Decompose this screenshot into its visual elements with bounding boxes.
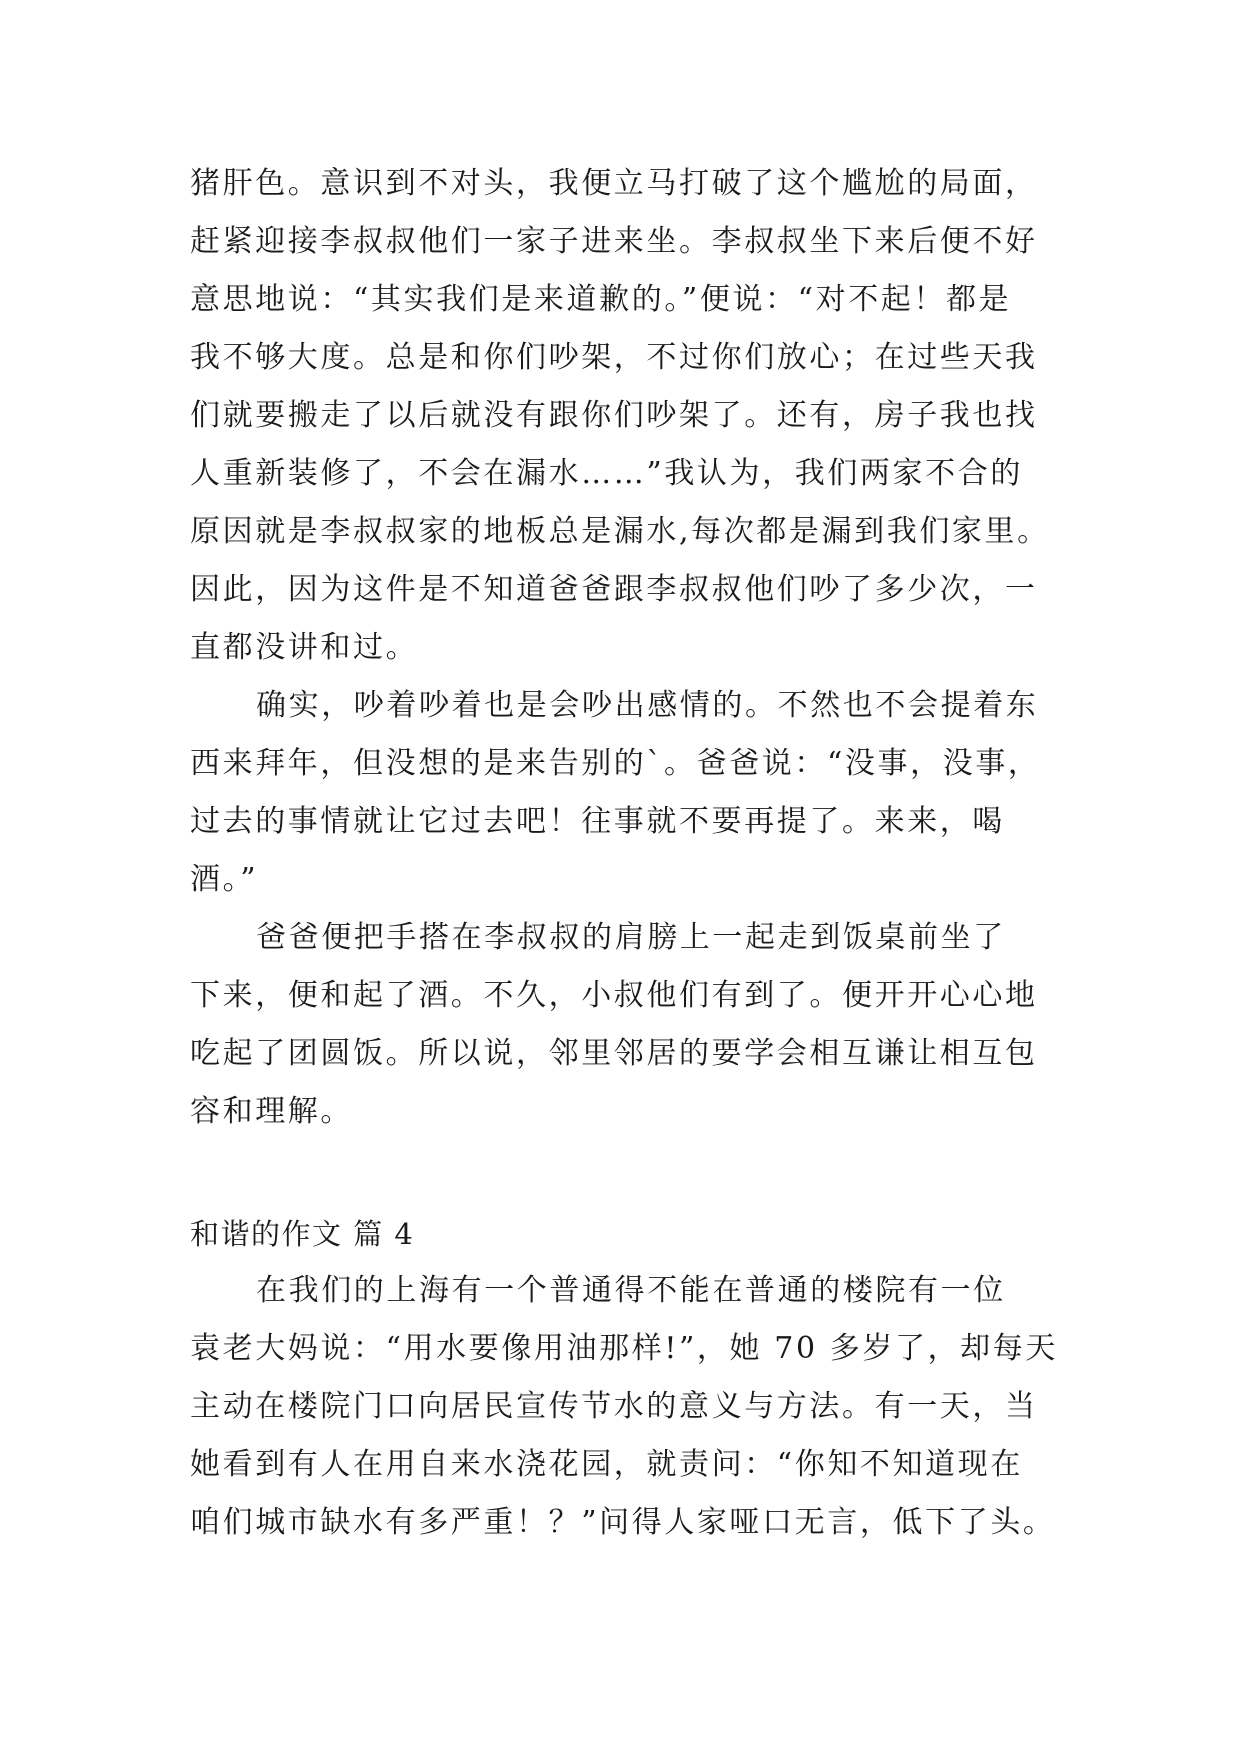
text-line: 们就要搬走了以后就没有跟你们吵架了。还有，房子我也找 [190, 398, 1038, 433]
paragraph-2 [190, 677, 1060, 909]
text-line: 西来拜年，但没想的是来告别的`。爸爸说：“没事，没事， [190, 746, 1041, 781]
text-line: 爸爸便把手搭在李叔叔的肩膀上一起走到饭桌前坐了 [256, 920, 1006, 955]
text-line: 在我们的上海有一个普通得不能在普通的楼院有一位 [256, 1273, 1006, 1308]
text-line: 原因就是李叔叔家的地板总是漏水,每次都是漏到我们家里。 [190, 514, 1050, 549]
text-line: 下来，便和起了酒。不久，小叔他们有到了。便开开心心地 [190, 978, 1038, 1013]
text-line: 她看到有人在用自来水浇花园，就责问：“你知不知道现在 [190, 1447, 1023, 1482]
text-line: 袁老大妈说：“用水要像用油那样!”，她 70 多岁了，却每天 [190, 1331, 1058, 1366]
text-line: 酒。” [190, 862, 259, 897]
section-heading: 和谐的作文 篇 4 [190, 1217, 415, 1251]
text-line: 吃起了团圆饭。所以说，邻里邻居的要学会相互谦让相互包 [190, 1036, 1038, 1071]
text-line: 咱们城市缺水有多严重！？”问得人家哑口无言，低下了头。 [190, 1505, 1056, 1540]
text-line: 意思地说：“其实我们是来道歉的。”便说：“对不起！都是 [190, 282, 1012, 317]
text-line: 过去的事情就让它过去吧！往事就不要再提了。来来，喝 [190, 804, 1005, 839]
text-line: 主动在楼院门口向居民宣传节水的意义与方法。有一天，当 [190, 1389, 1038, 1424]
text-line: 直都没讲和过。 [190, 630, 419, 665]
text-line: 赶紧迎接李叔叔他们一家子进来坐。李叔叔坐下来后便不好 [190, 224, 1038, 259]
paragraph-4 [190, 1262, 1060, 1552]
paragraph-1 [190, 155, 1060, 677]
paragraph-3 [190, 909, 1060, 1141]
text-line: 我不够大度。总是和你们吵架，不过你们放心；在过些天我 [190, 340, 1038, 375]
text-line: 因此，因为这件是不知道爸爸跟李叔叔他们吵了多少次，一 [190, 572, 1038, 607]
text-line: 容和理解。 [190, 1094, 353, 1129]
text-line: 猪肝色。意识到不对头，我便立马打破了这个尴尬的局面， [190, 166, 1038, 201]
text-line: 确实，吵着吵着也是会吵出感情的。不然也不会提着东 [256, 688, 1039, 723]
text-line: 人重新装修了，不会在漏水……”我认为，我们两家不合的 [190, 456, 1023, 491]
